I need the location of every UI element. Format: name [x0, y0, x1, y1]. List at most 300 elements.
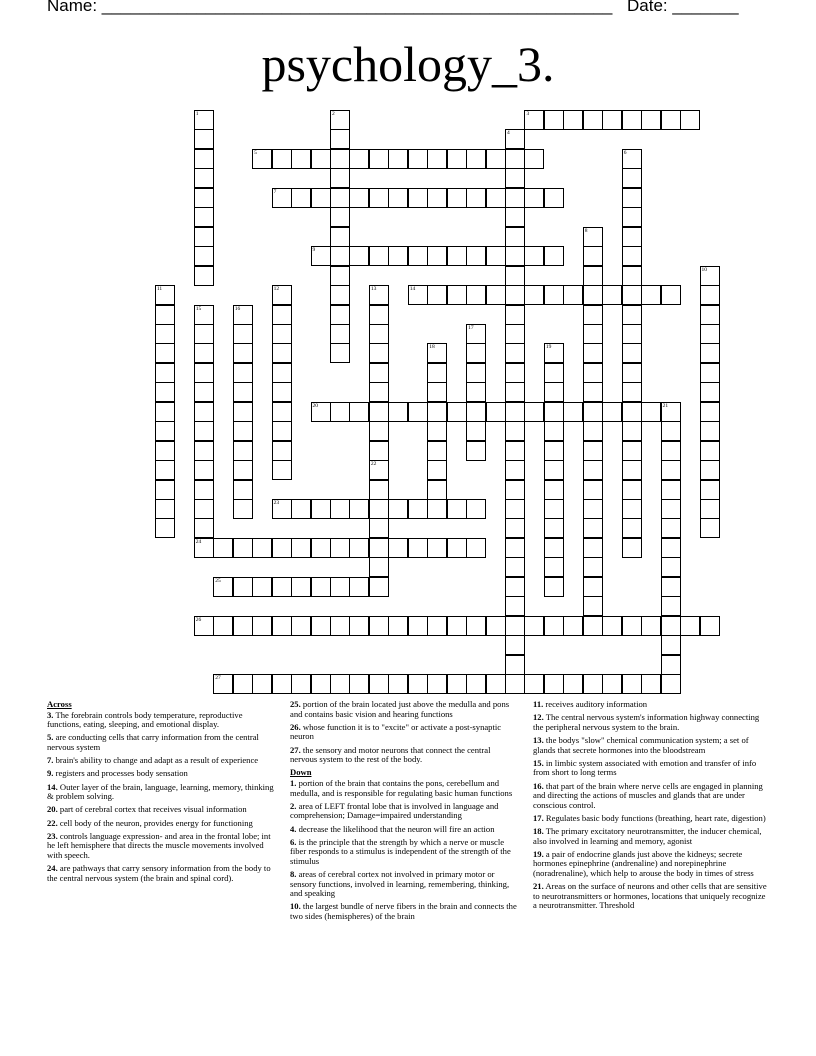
- grid-cell[interactable]: [233, 324, 253, 344]
- grid-cell[interactable]: [194, 168, 214, 188]
- grid-cell[interactable]: [408, 402, 428, 422]
- grid-cell[interactable]: [233, 441, 253, 461]
- grid-cell[interactable]: [641, 674, 661, 694]
- grid-cell[interactable]: [583, 363, 603, 383]
- grid-cell[interactable]: [505, 246, 525, 266]
- grid-cell[interactable]: [583, 324, 603, 344]
- grid-cell[interactable]: [369, 363, 389, 383]
- grid-cell[interactable]: [544, 616, 564, 636]
- grid-cell[interactable]: [291, 616, 311, 636]
- grid-cell[interactable]: [311, 246, 331, 266]
- grid-cell[interactable]: [194, 110, 214, 130]
- grid-cell[interactable]: [311, 616, 331, 636]
- grid-cell[interactable]: [194, 266, 214, 286]
- grid-cell[interactable]: [544, 343, 564, 363]
- grid-cell[interactable]: [388, 188, 408, 208]
- grid-cell[interactable]: [466, 246, 486, 266]
- grid-cell[interactable]: [583, 285, 603, 305]
- grid-cell[interactable]: [272, 285, 292, 305]
- grid-cell[interactable]: [466, 441, 486, 461]
- grid-cell[interactable]: [408, 285, 428, 305]
- grid-cell[interactable]: [486, 188, 506, 208]
- grid-cell[interactable]: [544, 188, 564, 208]
- grid-cell[interactable]: [311, 674, 331, 694]
- grid-cell[interactable]: [544, 460, 564, 480]
- grid-cell[interactable]: [602, 285, 622, 305]
- grid-cell[interactable]: [700, 499, 720, 519]
- grid-cell[interactable]: [291, 577, 311, 597]
- grid-cell[interactable]: [700, 441, 720, 461]
- grid-cell[interactable]: [544, 110, 564, 130]
- grid-cell[interactable]: [330, 266, 350, 286]
- grid-cell[interactable]: [155, 421, 175, 441]
- grid-cell[interactable]: [311, 149, 331, 169]
- grid-cell[interactable]: [369, 246, 389, 266]
- grid-cell[interactable]: [272, 343, 292, 363]
- grid-cell[interactable]: [369, 616, 389, 636]
- grid-cell[interactable]: [233, 421, 253, 441]
- grid-cell[interactable]: [505, 577, 525, 597]
- grid-cell[interactable]: [622, 149, 642, 169]
- grid-cell[interactable]: [194, 499, 214, 519]
- grid-cell[interactable]: [505, 188, 525, 208]
- grid-cell[interactable]: [233, 363, 253, 383]
- grid-cell[interactable]: [194, 382, 214, 402]
- grid-cell[interactable]: [155, 480, 175, 500]
- grid-cell[interactable]: [583, 246, 603, 266]
- grid-cell[interactable]: [369, 343, 389, 363]
- grid-cell[interactable]: [466, 343, 486, 363]
- grid-cell[interactable]: [447, 285, 467, 305]
- grid-cell[interactable]: [252, 538, 272, 558]
- grid-cell[interactable]: [700, 266, 720, 286]
- grid-cell[interactable]: [369, 577, 389, 597]
- grid-cell[interactable]: [505, 616, 525, 636]
- grid-cell[interactable]: [447, 246, 467, 266]
- grid-cell[interactable]: [661, 285, 681, 305]
- grid-cell[interactable]: [563, 110, 583, 130]
- grid-cell[interactable]: [661, 674, 681, 694]
- grid-cell[interactable]: [505, 149, 525, 169]
- grid-cell[interactable]: [194, 343, 214, 363]
- grid-cell[interactable]: [388, 616, 408, 636]
- grid-cell[interactable]: [155, 460, 175, 480]
- grid-cell[interactable]: [408, 188, 428, 208]
- grid-cell[interactable]: [544, 557, 564, 577]
- grid-cell[interactable]: [524, 285, 544, 305]
- grid-cell[interactable]: [427, 480, 447, 500]
- grid-cell[interactable]: [369, 499, 389, 519]
- grid-cell[interactable]: [194, 402, 214, 422]
- grid-cell[interactable]: [544, 246, 564, 266]
- grid-cell[interactable]: [700, 324, 720, 344]
- grid-cell[interactable]: [583, 616, 603, 636]
- grid-cell[interactable]: [233, 499, 253, 519]
- grid-cell[interactable]: [233, 577, 253, 597]
- grid-cell[interactable]: [369, 421, 389, 441]
- grid-cell[interactable]: [583, 305, 603, 325]
- grid-cell[interactable]: [349, 577, 369, 597]
- grid-cell[interactable]: [233, 538, 253, 558]
- grid-cell[interactable]: [641, 402, 661, 422]
- grid-cell[interactable]: [544, 499, 564, 519]
- grid-cell[interactable]: [272, 499, 292, 519]
- grid-cell[interactable]: [544, 363, 564, 383]
- grid-cell[interactable]: [583, 421, 603, 441]
- grid-cell[interactable]: [194, 616, 214, 636]
- grid-cell[interactable]: [466, 538, 486, 558]
- grid-cell[interactable]: [680, 616, 700, 636]
- grid-cell[interactable]: [447, 674, 467, 694]
- grid-cell[interactable]: [213, 577, 233, 597]
- grid-cell[interactable]: [369, 382, 389, 402]
- grid-cell[interactable]: [155, 441, 175, 461]
- grid-cell[interactable]: [661, 557, 681, 577]
- grid-cell[interactable]: [505, 499, 525, 519]
- grid-cell[interactable]: [311, 538, 331, 558]
- grid-cell[interactable]: [427, 674, 447, 694]
- grid-cell[interactable]: [583, 110, 603, 130]
- grid-cell[interactable]: [583, 499, 603, 519]
- grid-cell[interactable]: [155, 305, 175, 325]
- grid-cell[interactable]: [330, 402, 350, 422]
- grid-cell[interactable]: [427, 402, 447, 422]
- grid-cell[interactable]: [700, 518, 720, 538]
- grid-cell[interactable]: [602, 110, 622, 130]
- grid-cell[interactable]: [563, 616, 583, 636]
- grid-cell[interactable]: [330, 188, 350, 208]
- grid-cell[interactable]: [505, 655, 525, 675]
- grid-cell[interactable]: [233, 402, 253, 422]
- grid-cell[interactable]: [330, 227, 350, 247]
- grid-cell[interactable]: [427, 149, 447, 169]
- grid-cell[interactable]: [213, 674, 233, 694]
- grid-cell[interactable]: [427, 285, 447, 305]
- grid-cell[interactable]: [622, 538, 642, 558]
- grid-cell[interactable]: [388, 246, 408, 266]
- grid-cell[interactable]: [155, 518, 175, 538]
- grid-cell[interactable]: [661, 110, 681, 130]
- grid-cell[interactable]: [544, 518, 564, 538]
- grid-cell[interactable]: [505, 168, 525, 188]
- grid-cell[interactable]: [622, 674, 642, 694]
- grid-cell[interactable]: [544, 674, 564, 694]
- grid-cell[interactable]: [622, 324, 642, 344]
- grid-cell[interactable]: [291, 149, 311, 169]
- grid-cell[interactable]: [291, 499, 311, 519]
- grid-cell[interactable]: [486, 402, 506, 422]
- grid-cell[interactable]: [369, 518, 389, 538]
- grid-cell[interactable]: [408, 538, 428, 558]
- grid-cell[interactable]: [349, 246, 369, 266]
- grid-cell[interactable]: [311, 577, 331, 597]
- grid-cell[interactable]: [661, 421, 681, 441]
- grid-cell[interactable]: [194, 207, 214, 227]
- grid-cell[interactable]: [622, 518, 642, 538]
- grid-cell[interactable]: [486, 246, 506, 266]
- grid-cell[interactable]: [252, 149, 272, 169]
- grid-cell[interactable]: [330, 499, 350, 519]
- grid-cell[interactable]: [291, 188, 311, 208]
- grid-cell[interactable]: [330, 538, 350, 558]
- grid-cell[interactable]: [524, 188, 544, 208]
- grid-cell[interactable]: [486, 285, 506, 305]
- grid-cell[interactable]: [583, 266, 603, 286]
- grid-cell[interactable]: [700, 363, 720, 383]
- grid-cell[interactable]: [272, 188, 292, 208]
- grid-cell[interactable]: [233, 343, 253, 363]
- grid-cell[interactable]: [349, 499, 369, 519]
- grid-cell[interactable]: [252, 616, 272, 636]
- grid-cell[interactable]: [427, 343, 447, 363]
- grid-cell[interactable]: [272, 324, 292, 344]
- grid-cell[interactable]: [700, 421, 720, 441]
- grid-cell[interactable]: [194, 460, 214, 480]
- grid-cell[interactable]: [233, 616, 253, 636]
- grid-cell[interactable]: [661, 596, 681, 616]
- grid-cell[interactable]: [369, 480, 389, 500]
- grid-cell[interactable]: [194, 324, 214, 344]
- grid-cell[interactable]: [622, 227, 642, 247]
- grid-cell[interactable]: [622, 421, 642, 441]
- grid-cell[interactable]: [544, 577, 564, 597]
- grid-cell[interactable]: [388, 674, 408, 694]
- grid-cell[interactable]: [213, 538, 233, 558]
- grid-cell[interactable]: [369, 674, 389, 694]
- grid-cell[interactable]: [661, 538, 681, 558]
- grid-cell[interactable]: [194, 363, 214, 383]
- grid-cell[interactable]: [466, 285, 486, 305]
- grid-cell[interactable]: [369, 557, 389, 577]
- grid-cell[interactable]: [291, 674, 311, 694]
- grid-cell[interactable]: [505, 266, 525, 286]
- grid-cell[interactable]: [408, 616, 428, 636]
- grid-cell[interactable]: [486, 616, 506, 636]
- grid-cell[interactable]: [272, 382, 292, 402]
- grid-cell[interactable]: [369, 441, 389, 461]
- grid-cell[interactable]: [427, 538, 447, 558]
- grid-cell[interactable]: [408, 499, 428, 519]
- grid-cell[interactable]: [272, 460, 292, 480]
- grid-cell[interactable]: [330, 207, 350, 227]
- grid-cell[interactable]: [622, 343, 642, 363]
- grid-cell[interactable]: [330, 305, 350, 325]
- grid-cell[interactable]: [466, 402, 486, 422]
- grid-cell[interactable]: [602, 402, 622, 422]
- grid-cell[interactable]: [155, 363, 175, 383]
- grid-cell[interactable]: [194, 246, 214, 266]
- grid-cell[interactable]: [544, 382, 564, 402]
- grid-cell[interactable]: [330, 577, 350, 597]
- grid-cell[interactable]: [700, 382, 720, 402]
- grid-cell[interactable]: [194, 149, 214, 169]
- grid-cell[interactable]: [524, 149, 544, 169]
- grid-cell[interactable]: [563, 402, 583, 422]
- grid-cell[interactable]: [602, 674, 622, 694]
- grid-cell[interactable]: [661, 635, 681, 655]
- grid-cell[interactable]: [194, 538, 214, 558]
- grid-cell[interactable]: [155, 285, 175, 305]
- grid-cell[interactable]: [349, 149, 369, 169]
- grid-cell[interactable]: [330, 110, 350, 130]
- grid-cell[interactable]: [427, 421, 447, 441]
- grid-cell[interactable]: [622, 480, 642, 500]
- grid-cell[interactable]: [233, 382, 253, 402]
- grid-cell[interactable]: [194, 421, 214, 441]
- grid-cell[interactable]: [524, 402, 544, 422]
- grid-cell[interactable]: [427, 616, 447, 636]
- grid-cell[interactable]: [233, 305, 253, 325]
- grid-cell[interactable]: [661, 402, 681, 422]
- grid-cell[interactable]: [505, 402, 525, 422]
- grid-cell[interactable]: [349, 402, 369, 422]
- grid-cell[interactable]: [505, 538, 525, 558]
- grid-cell[interactable]: [330, 129, 350, 149]
- grid-cell[interactable]: [447, 149, 467, 169]
- grid-cell[interactable]: [369, 324, 389, 344]
- grid-cell[interactable]: [369, 285, 389, 305]
- grid-cell[interactable]: [622, 168, 642, 188]
- grid-cell[interactable]: [447, 499, 467, 519]
- grid-cell[interactable]: [661, 577, 681, 597]
- grid-cell[interactable]: [427, 246, 447, 266]
- grid-cell[interactable]: [583, 480, 603, 500]
- grid-cell[interactable]: [661, 499, 681, 519]
- grid-cell[interactable]: [272, 616, 292, 636]
- grid-cell[interactable]: [466, 382, 486, 402]
- grid-cell[interactable]: [466, 149, 486, 169]
- grid-cell[interactable]: [194, 227, 214, 247]
- grid-cell[interactable]: [349, 616, 369, 636]
- grid-cell[interactable]: [427, 382, 447, 402]
- grid-cell[interactable]: [291, 538, 311, 558]
- grid-cell[interactable]: [544, 441, 564, 461]
- grid-cell[interactable]: [622, 363, 642, 383]
- grid-cell[interactable]: [622, 207, 642, 227]
- grid-cell[interactable]: [427, 460, 447, 480]
- grid-cell[interactable]: [330, 149, 350, 169]
- grid-cell[interactable]: [700, 343, 720, 363]
- grid-cell[interactable]: [194, 305, 214, 325]
- grid-cell[interactable]: [524, 110, 544, 130]
- grid-cell[interactable]: [233, 674, 253, 694]
- grid-cell[interactable]: [583, 674, 603, 694]
- grid-cell[interactable]: [641, 616, 661, 636]
- grid-cell[interactable]: [505, 129, 525, 149]
- grid-cell[interactable]: [524, 246, 544, 266]
- grid-cell[interactable]: [272, 363, 292, 383]
- grid-cell[interactable]: [272, 538, 292, 558]
- grid-cell[interactable]: [505, 227, 525, 247]
- grid-cell[interactable]: [505, 557, 525, 577]
- grid-cell[interactable]: [622, 402, 642, 422]
- grid-cell[interactable]: [369, 402, 389, 422]
- grid-cell[interactable]: [388, 499, 408, 519]
- grid-cell[interactable]: [505, 518, 525, 538]
- grid-cell[interactable]: [408, 246, 428, 266]
- grid-cell[interactable]: [272, 441, 292, 461]
- grid-cell[interactable]: [427, 188, 447, 208]
- grid-cell[interactable]: [661, 655, 681, 675]
- grid-cell[interactable]: [544, 538, 564, 558]
- grid-cell[interactable]: [583, 227, 603, 247]
- grid-cell[interactable]: [447, 188, 467, 208]
- grid-cell[interactable]: [622, 441, 642, 461]
- grid-cell[interactable]: [622, 110, 642, 130]
- grid-cell[interactable]: [252, 674, 272, 694]
- grid-cell[interactable]: [272, 305, 292, 325]
- grid-cell[interactable]: [369, 460, 389, 480]
- grid-cell[interactable]: [505, 441, 525, 461]
- grid-cell[interactable]: [661, 518, 681, 538]
- grid-cell[interactable]: [622, 285, 642, 305]
- grid-cell[interactable]: [155, 382, 175, 402]
- grid-cell[interactable]: [622, 188, 642, 208]
- grid-cell[interactable]: [194, 480, 214, 500]
- grid-cell[interactable]: [311, 188, 331, 208]
- grid-cell[interactable]: [700, 616, 720, 636]
- grid-cell[interactable]: [330, 168, 350, 188]
- grid-cell[interactable]: [583, 441, 603, 461]
- grid-cell[interactable]: [447, 616, 467, 636]
- grid-cell[interactable]: [466, 616, 486, 636]
- grid-cell[interactable]: [505, 480, 525, 500]
- grid-cell[interactable]: [505, 285, 525, 305]
- grid-cell[interactable]: [544, 480, 564, 500]
- grid-cell[interactable]: [700, 480, 720, 500]
- grid-cell[interactable]: [194, 518, 214, 538]
- grid-cell[interactable]: [272, 577, 292, 597]
- grid-cell[interactable]: [505, 382, 525, 402]
- grid-cell[interactable]: [349, 188, 369, 208]
- grid-cell[interactable]: [330, 324, 350, 344]
- grid-cell[interactable]: [700, 305, 720, 325]
- grid-cell[interactable]: [349, 538, 369, 558]
- grid-cell[interactable]: [233, 480, 253, 500]
- grid-cell[interactable]: [330, 246, 350, 266]
- grid-cell[interactable]: [583, 402, 603, 422]
- grid-cell[interactable]: [155, 324, 175, 344]
- grid-cell[interactable]: [661, 460, 681, 480]
- grid-cell[interactable]: [544, 285, 564, 305]
- grid-cell[interactable]: [330, 285, 350, 305]
- grid-cell[interactable]: [466, 674, 486, 694]
- grid-cell[interactable]: [505, 635, 525, 655]
- grid-cell[interactable]: [622, 246, 642, 266]
- grid-cell[interactable]: [388, 149, 408, 169]
- grid-cell[interactable]: [330, 674, 350, 694]
- grid-cell[interactable]: [447, 538, 467, 558]
- grid-cell[interactable]: [272, 149, 292, 169]
- grid-cell[interactable]: [447, 402, 467, 422]
- grid-cell[interactable]: [700, 460, 720, 480]
- grid-cell[interactable]: [622, 460, 642, 480]
- grid-cell[interactable]: [349, 674, 369, 694]
- grid-cell[interactable]: [583, 596, 603, 616]
- grid-cell[interactable]: [583, 518, 603, 538]
- grid-cell[interactable]: [233, 460, 253, 480]
- grid-cell[interactable]: [388, 402, 408, 422]
- grid-cell[interactable]: [622, 305, 642, 325]
- grid-cell[interactable]: [194, 441, 214, 461]
- grid-cell[interactable]: [622, 382, 642, 402]
- grid-cell[interactable]: [524, 616, 544, 636]
- grid-cell[interactable]: [505, 305, 525, 325]
- grid-cell[interactable]: [661, 441, 681, 461]
- grid-cell[interactable]: [622, 266, 642, 286]
- grid-cell[interactable]: [700, 285, 720, 305]
- grid-cell[interactable]: [311, 499, 331, 519]
